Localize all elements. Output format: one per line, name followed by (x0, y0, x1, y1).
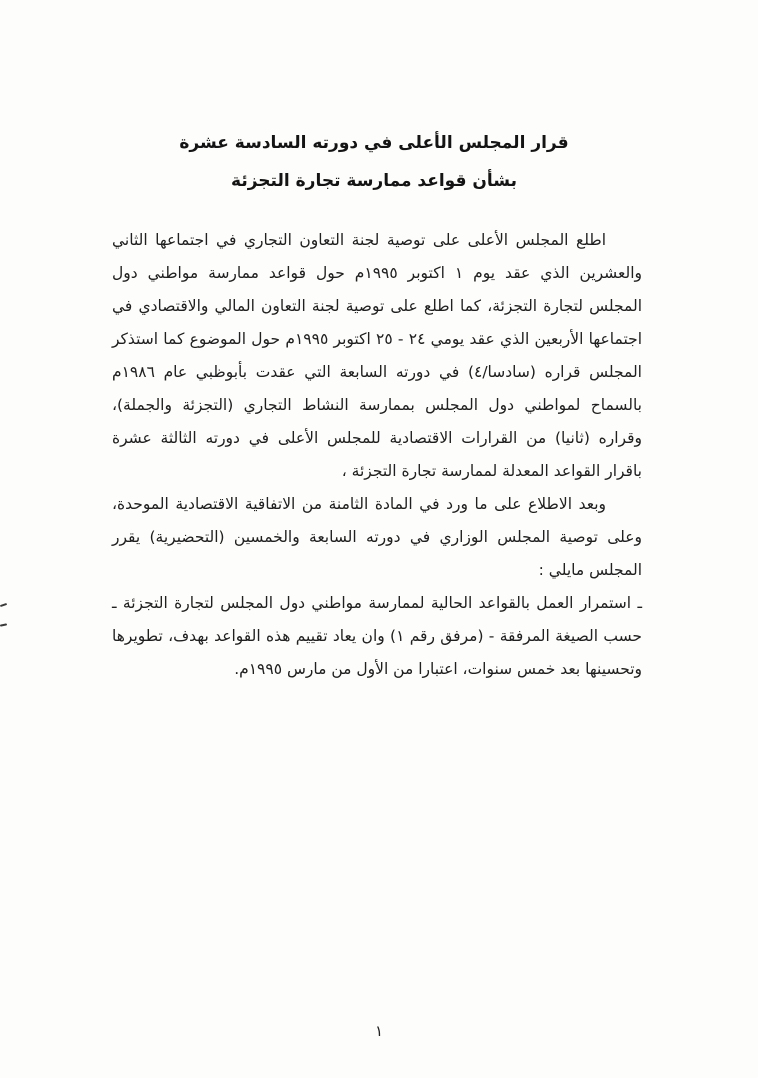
paragraph-consideration: وبعد الاطلاع على ما ورد في المادة الثامنة من الاتفاقية الاقتصادية الموحدة، وعلى توصية المجلس الوزاري في دورته السابعة والخمسين (التحضيرية) يقرر المجلس مايلي : (112, 495, 642, 579)
document-title (110, 124, 638, 200)
document-body (112, 224, 642, 686)
page-number: ١ (374, 1022, 384, 1040)
scan-artifact-mark (0, 603, 7, 607)
paragraph-resolution: ـ استمرار العمل بالقواعد الحالية لممارسة مواطني دول المجلس لتجارة التجزئة ـ حسب الصيغة المرفقة - (مرفق رقم ١) وان يعاد تقييم هذه القواعد بهدف، تطويرها وتحسينها بعد خمس سنوات، اعتبارا من الأول من مارس ١٩٩٥م. (112, 594, 642, 678)
title-line-2: بشأن قواعد ممارسة تجارة التجزئة (231, 171, 517, 191)
paragraph-preamble: اطلع المجلس الأعلى على توصية لجنة التعاون التجاري في اجتماعها الثاني والعشرين الذي عقد يوم ١ اكتوبر ١٩٩٥م حول قواعد ممارسة مواطني دول المجلس لتجارة التجزئة، كما اطلع على توصية لجنة التعاون المالي والاقتصادي في اجتماعها الأربعين الذي عقد يومي ٢٤ - ٢٥ اكتوبر ١٩٩٥م حول الموضوع كما استذكر المجلس قراره (سادسا/٤) في دورته السابعة التي عقدت بأبوظبي عام ١٩٨٦م بالسماح لمواطني دول المجلس بممارسة النشاط التجاري (التجزئة والجملة)، وقراره (ثانيا) من القرارات الاقتصادية للمجلس الأعلى في دورته الثالثة عشرة باقرار القواعد المعدلة لممارسة تجارة التجزئة ، (112, 231, 643, 480)
scan-artifact-mark (0, 623, 7, 626)
title-line-1: قرار المجلس الأعلى في دورته السادسة عشرة (179, 133, 569, 153)
